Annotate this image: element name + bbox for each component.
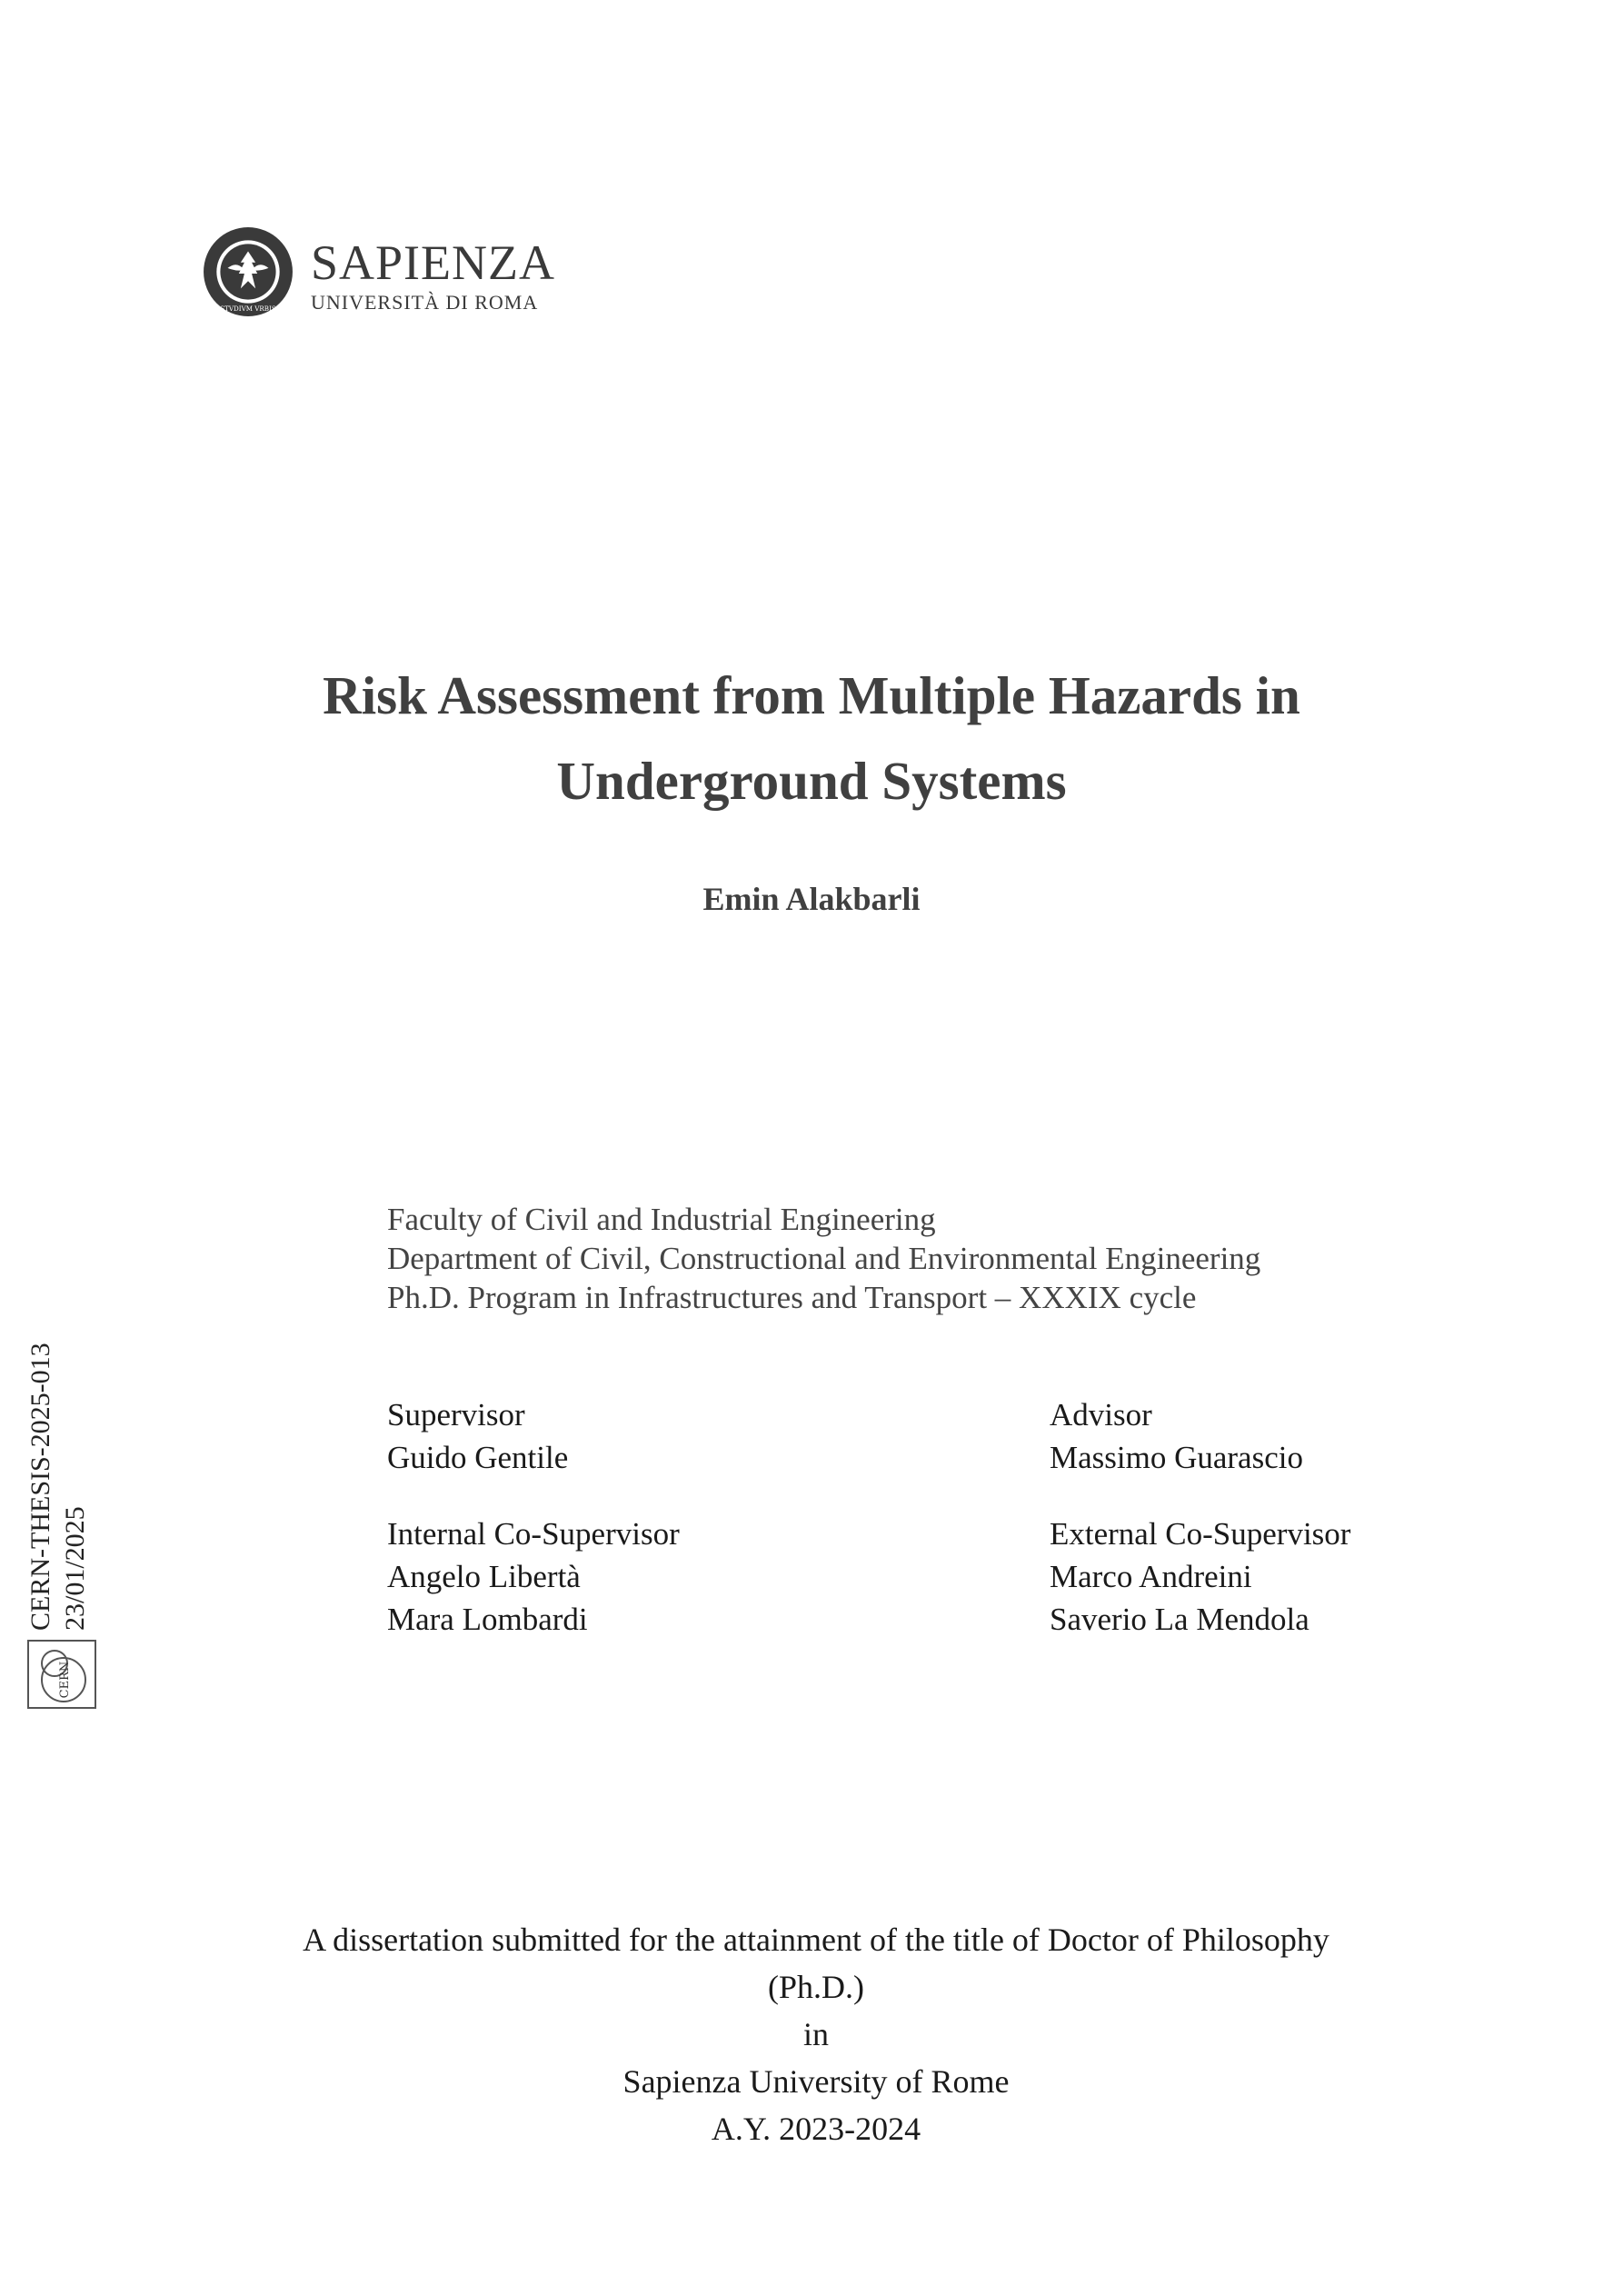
- cern-report-number: CERN-THESIS-2025-013: [25, 1343, 55, 1631]
- title-line-2: Underground Systems: [556, 751, 1067, 811]
- cern-logo-text: CERN: [58, 1661, 72, 1699]
- statement-line: (Ph.D.): [768, 1969, 864, 2005]
- role-label: Internal Co-Supervisor: [387, 1516, 680, 1552]
- external-cosupervisor-group: [1050, 1513, 1350, 1641]
- statement-line: Sapienza University of Rome: [622, 2063, 1010, 2100]
- role-label: Advisor: [1050, 1397, 1152, 1433]
- cern-report-date: 23/01/2025: [60, 1506, 90, 1631]
- role-label: Supervisor: [387, 1397, 525, 1433]
- program-name: Ph.D. Program in Infrastructures and Transport – XXXIX cycle: [387, 1280, 1197, 1315]
- role-label: External Co-Supervisor: [1050, 1516, 1351, 1552]
- person-name: Mara Lombardi: [387, 1602, 588, 1637]
- internal-cosupervisor-group: [387, 1513, 680, 1641]
- person-name: Angelo Libertà: [387, 1559, 581, 1594]
- dissertation-statement: [0, 1916, 1623, 2152]
- supervision-left: [387, 1394, 680, 1675]
- title-line-1: Risk Assessment from Multiple Hazards in: [323, 665, 1300, 725]
- supervisor-group: [387, 1394, 680, 1479]
- sapienza-seal-icon: [202, 225, 294, 318]
- thesis-title: [0, 653, 1623, 824]
- university-logo: [202, 225, 556, 320]
- statement-line: A.Y. 2023-2024: [711, 2111, 921, 2147]
- university-subtitle: UNIVERSITÀ DI ROMA: [311, 291, 539, 314]
- person-name: Saverio La Mendola: [1050, 1602, 1309, 1637]
- statement-line: in: [802, 2016, 829, 2052]
- person-name: Marco Andreini: [1050, 1559, 1252, 1594]
- faculty-name: Faculty of Civil and Industrial Engineering: [387, 1202, 936, 1237]
- person-name: Guido Gentile: [387, 1440, 569, 1475]
- author-name: Emin Alakbarli: [702, 881, 921, 917]
- faculty-block: [387, 1200, 1260, 1317]
- cern-logo-icon: [27, 1640, 96, 1709]
- person-name: Massimo Guarascio: [1050, 1440, 1303, 1475]
- advisor-group: [1050, 1394, 1350, 1479]
- university-name: SAPIENZA: [311, 235, 556, 290]
- cern-report-stamp: [24, 1300, 105, 1709]
- department-name: Department of Civil, Constructional and Environmental Engineering: [387, 1241, 1261, 1276]
- seal-motto: STVDIVM VRBIS: [220, 304, 276, 313]
- statement-line: A dissertation submitted for the attainment of the title of Doctor of Philosophy: [303, 1922, 1329, 1958]
- supervision-right: [1050, 1394, 1350, 1675]
